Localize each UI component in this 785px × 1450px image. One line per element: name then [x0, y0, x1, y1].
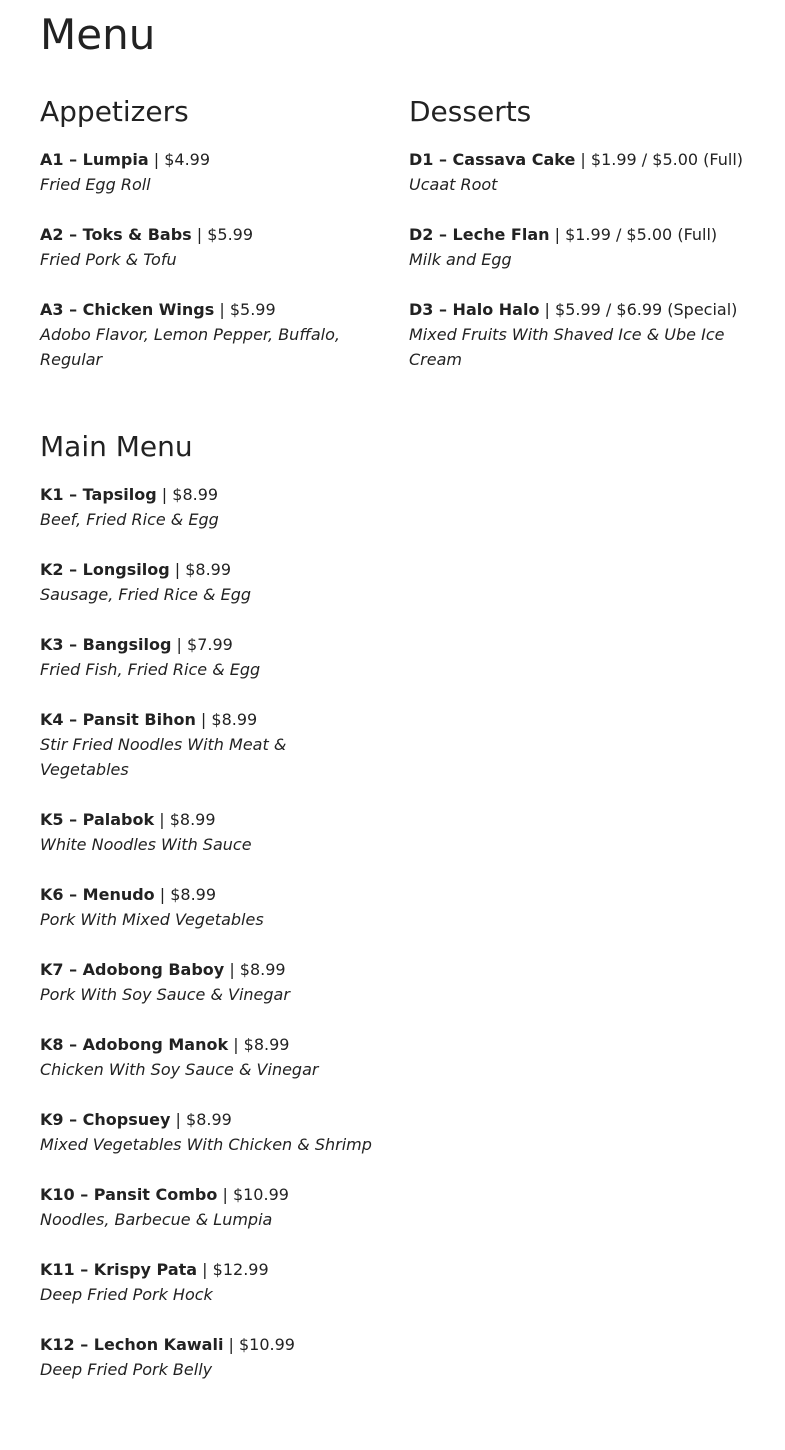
- item-name: A3 – Chicken Wings: [40, 300, 215, 319]
- item-description: White Noodles With Sauce: [40, 835, 252, 854]
- item-price: | $8.99: [169, 560, 232, 579]
- item-description: Fried Pork & Tofu: [40, 250, 177, 269]
- item-name: K5 – Palabok: [40, 810, 155, 829]
- item-price: | $1.99 / $5.00 (Full): [575, 150, 744, 169]
- item-price: | $8.99: [154, 885, 217, 904]
- item-price: | $5.99 / $6.99 (Special): [539, 300, 738, 319]
- item-price: | $5.99: [191, 225, 254, 244]
- page-title: Menu: [40, 10, 156, 59]
- item-description: Ucaat Root: [409, 175, 498, 194]
- item-price: | $8.99: [224, 960, 286, 979]
- item-description: Deep Fried Pork Hock: [40, 1285, 213, 1304]
- item-price: | $8.99: [154, 810, 216, 829]
- item-name: K7 – Adobong Baboy: [40, 960, 225, 979]
- item-name: K11 – Krispy Pata: [40, 1260, 198, 1279]
- menu-item-k8: [40, 1032, 380, 1082]
- item-price: | $7.99: [171, 635, 233, 654]
- item-description: Noodles, Barbecue & Lumpia: [40, 1210, 273, 1229]
- item-description: Mixed Vegetables With Chicken & Shrimp: [40, 1135, 372, 1154]
- item-name: K4 – Pansit Bihon: [40, 710, 196, 729]
- menu-item-a3: [40, 297, 380, 372]
- item-name: K3 – Bangsilog: [40, 635, 172, 654]
- menu-item-k12: [40, 1332, 380, 1382]
- menu-item-k6: [40, 882, 380, 932]
- menu-item-d2: [409, 222, 754, 272]
- item-description: Milk and Egg: [409, 250, 512, 269]
- menu-item-k7: [40, 957, 380, 1007]
- item-price: | $8.99: [228, 1035, 290, 1054]
- menu-item-k1: [40, 482, 380, 532]
- item-price: | $10.99: [217, 1185, 289, 1204]
- appetizers-section: [40, 90, 380, 372]
- menu-item-k2: [40, 557, 380, 607]
- menu-item-k11: [40, 1257, 380, 1307]
- menu-item-k10: [40, 1182, 380, 1232]
- item-price: | $12.99: [197, 1260, 269, 1279]
- item-price: | $8.99: [195, 710, 258, 729]
- menu-item-a1: [40, 147, 380, 197]
- item-description: Pork With Soy Sauce & Vinegar: [40, 985, 290, 1004]
- item-price: | $1.99 / $5.00 (Full): [549, 225, 718, 244]
- item-price: | $4.99: [148, 150, 211, 169]
- main-menu-heading: Main Menu: [40, 430, 193, 463]
- menu-item-k5: [40, 807, 380, 857]
- item-description: Mixed Fruits With Shaved Ice & Ube Ice Cream: [409, 325, 725, 369]
- item-name: A1 – Lumpia: [40, 150, 149, 169]
- item-name: K6 – Menudo: [40, 885, 155, 904]
- section-spacer: [40, 397, 380, 425]
- item-name: K12 – Lechon Kawali: [40, 1335, 224, 1354]
- right-column: [409, 90, 754, 397]
- item-name: K8 – Adobong Manok: [40, 1035, 229, 1054]
- item-description: Adobo Flavor, Lemon Pepper, Buffalo, Regular: [40, 325, 340, 369]
- item-description: Beef, Fried Rice & Egg: [40, 510, 219, 529]
- item-price: | $8.99: [170, 1110, 232, 1129]
- appetizers-heading: Appetizers: [40, 95, 189, 128]
- item-price: | $5.99: [214, 300, 276, 319]
- item-description: Pork With Mixed Vegetables: [40, 910, 264, 929]
- item-name: K2 – Longsilog: [40, 560, 170, 579]
- menu-item-d1: [409, 147, 754, 197]
- item-description: Sausage, Fried Rice & Egg: [40, 585, 251, 604]
- desserts-heading: Desserts: [409, 95, 532, 128]
- item-name: K10 – Pansit Combo: [40, 1185, 218, 1204]
- item-description: Stir Fried Noodles With Meat & Vegetables: [40, 735, 287, 779]
- item-name: D3 – Halo Halo: [409, 300, 540, 319]
- item-description: Fried Egg Roll: [40, 175, 151, 194]
- item-description: Chicken With Soy Sauce & Vinegar: [40, 1060, 319, 1079]
- item-price: | $10.99: [223, 1335, 295, 1354]
- left-column: [40, 90, 380, 1407]
- menu-item-k4: [40, 707, 380, 782]
- item-name: K1 – Tapsilog: [40, 485, 157, 504]
- menu-item-d3: [409, 297, 754, 372]
- menu-item-a2: [40, 222, 380, 272]
- menu-item-k3: [40, 632, 380, 682]
- item-name: A2 – Toks & Babs: [40, 225, 192, 244]
- item-name: K9 – Chopsuey: [40, 1110, 171, 1129]
- item-price: | $8.99: [156, 485, 219, 504]
- menu-item-k9: [40, 1107, 380, 1157]
- desserts-section: [409, 90, 754, 372]
- item-name: D2 – Leche Flan: [409, 225, 550, 244]
- main-menu-section: [40, 425, 380, 1382]
- item-name: D1 – Cassava Cake: [409, 150, 576, 169]
- item-description: Fried Fish, Fried Rice & Egg: [40, 660, 261, 679]
- item-description: Deep Fried Pork Belly: [40, 1360, 213, 1379]
